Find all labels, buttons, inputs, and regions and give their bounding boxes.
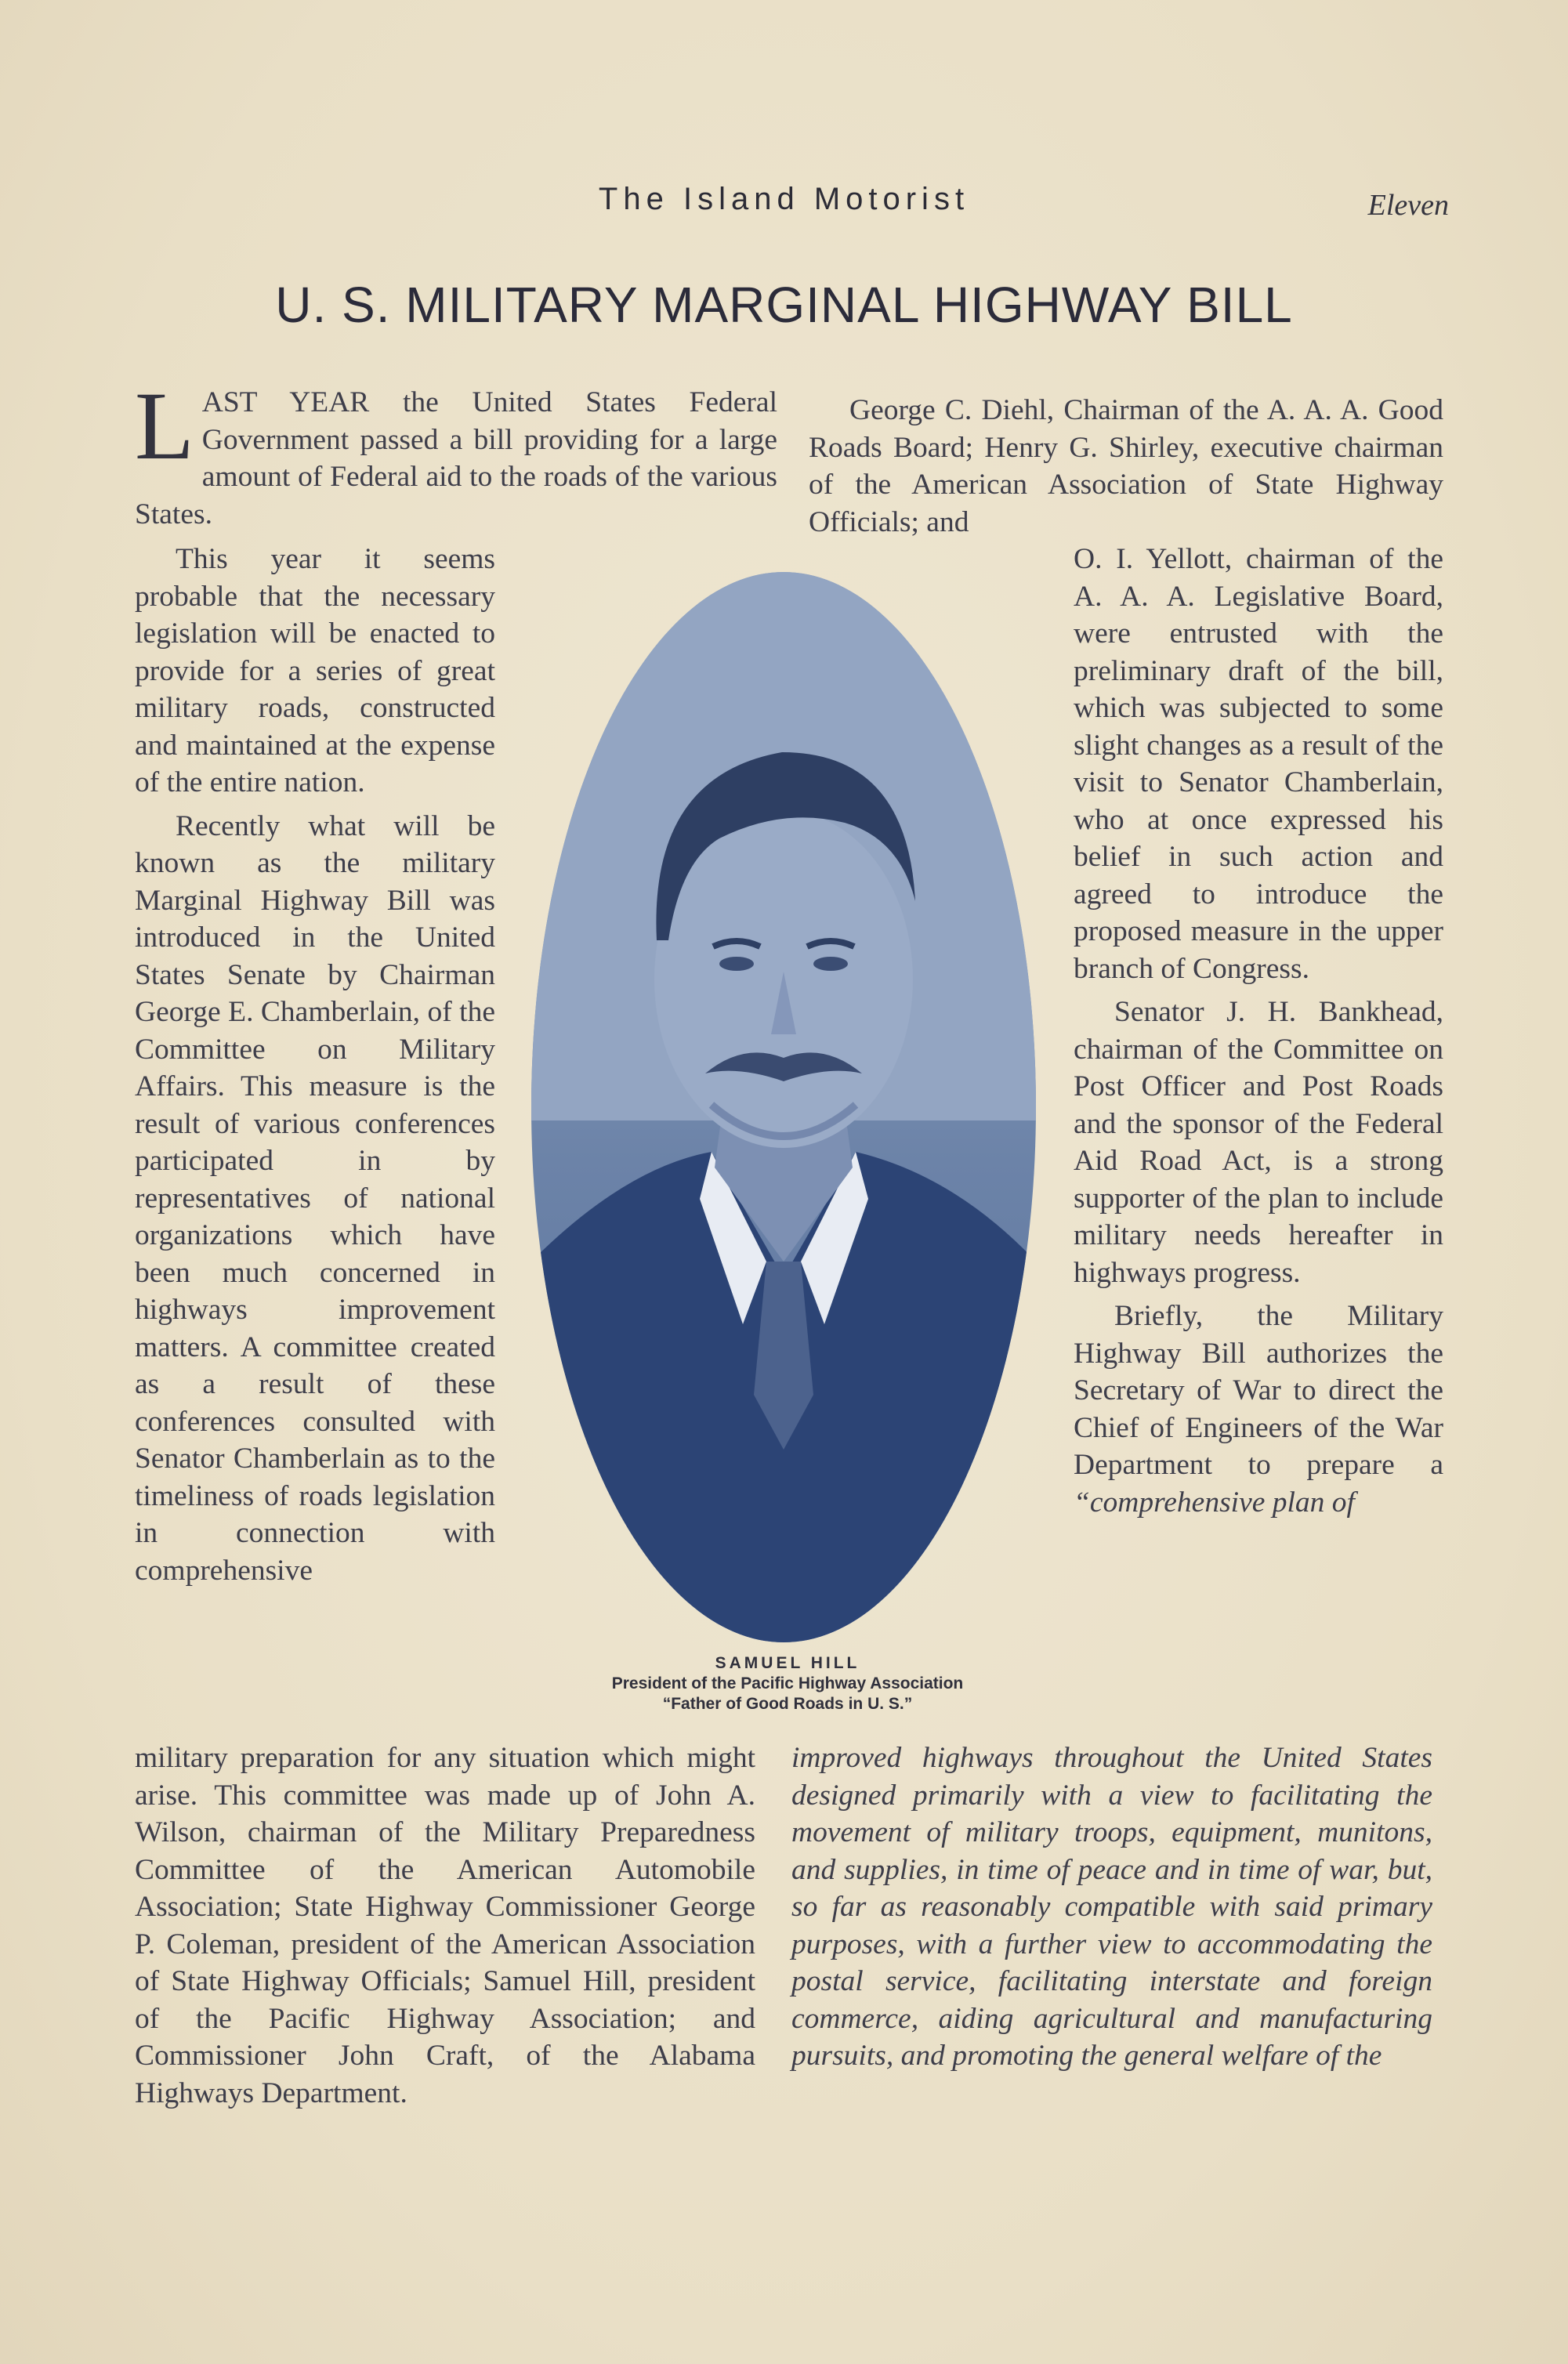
right-narrow-column [1074, 541, 1443, 1521]
page-number: Eleven [1367, 189, 1449, 222]
portrait-photo [531, 572, 1036, 1642]
running-head-publication: The Island Motorist [598, 182, 970, 216]
article-title: U. S. MILITARY MARGINAL HIGHWAY BILL [275, 277, 1293, 333]
paragraph-briefly [1074, 1298, 1443, 1521]
right-top-paragraph [809, 392, 1443, 541]
left-narrow-column [135, 541, 495, 1589]
right-bottom-italic-paragraph [791, 1740, 1432, 2075]
portrait-oval-frame [531, 572, 1036, 1642]
caption-title: President of the Pacific Highway Association [611, 1674, 964, 1692]
caption-quote: “Father of Good Roads in U. S.” [662, 1695, 913, 1713]
paragraph-diehl-shirley: George C. Diehl, Chairman of the A. A. A. Good Roads Board; Henry G. Shirley, executive chairman of the American Association of State Highway Officials; and [809, 394, 1443, 538]
photo-caption [541, 1653, 1034, 1714]
paragraph-recently: Recently what will be known as the military Marginal Highway Bill was introduced in the United States Senate by Chairman George E. Chamberlain, of the Committee on Military Affairs. This measure is the result of various conferences participated in by representatives of national organizations which have been much concerned in highways improvement matters. A committee created as a result of these conferences consulted with Senator Chamberlain as to the timeliness of roads legislation in connection with comprehensive [135, 809, 495, 1587]
paragraph-this-year: This year it seems probable that the necessary legislation will be enacted to provide for a series of great military roads, constructed and maintained at the expense of the entire nation. [135, 543, 495, 798]
portrait-illustration [531, 572, 1036, 1642]
left-bottom-paragraph [135, 1740, 755, 2112]
paragraph-yellott: O. I. Yellott, chairman of the A. A. A. Legislative Board, were entrusted with the preliminary draft of the bill, which was subjected to some slight changes as a result of the visit to Senator Chamberlain, who at once expressed his belief in such action and agreed to introduce the proposed measure in the upper branch of Congress. [1074, 543, 1443, 985]
paragraph-committee-members: military preparation for any situation which might arise. This committee was made up of John A. Wilson, chairman of the Military Preparedness Committee of the American Automobile Association; State Highway Commissioner George P. Coleman, president of the American Association of State Highway Officials; Samuel Hill, president of the Pacific Highway Association; and Commissioner John Craft, of the Alabama Highways Department. [135, 1742, 755, 2109]
paragraph-bankhead: Senator J. H. Bankhead, chairman of the Committee on Post Officer and Post Roads and the sponsor of the Federal Aid Road Act, is a strong supporter of the plan to include military needs hereafter in highways progress. [1074, 996, 1443, 1289]
briefly-plain-text: Briefly, the Military Highway Bill authorizes the Secretary of War to direct the Chief of Engineers of the War Department to prepare a [1074, 1300, 1443, 1481]
lead-paragraph-block [135, 372, 777, 533]
lead-paragraph-text: AST YEAR the United States Federal Government passed a bill providing for a large amount of Federal aid to the roads of the various States. [135, 386, 777, 530]
caption-name: SAMUEL HILL [715, 1654, 860, 1672]
paragraph-quoted-bill-text: improved highways throughout the United States designed primarily with a view to facilitating the movement of military troops, equipment, munitons, and supplies, in time of peace and in time of war, but, so far as reasonably compatible with said primary purposes, with a further view to accommodating the postal service, facilitating interstate and foreign commerce, aiding agricultural and manufacturing pursuits, and promoting the general welfare of the [791, 1742, 1432, 2072]
dropcap-letter: L [135, 372, 194, 480]
briefly-italic-quote-start: “comprehensive plan of [1074, 1486, 1355, 1519]
